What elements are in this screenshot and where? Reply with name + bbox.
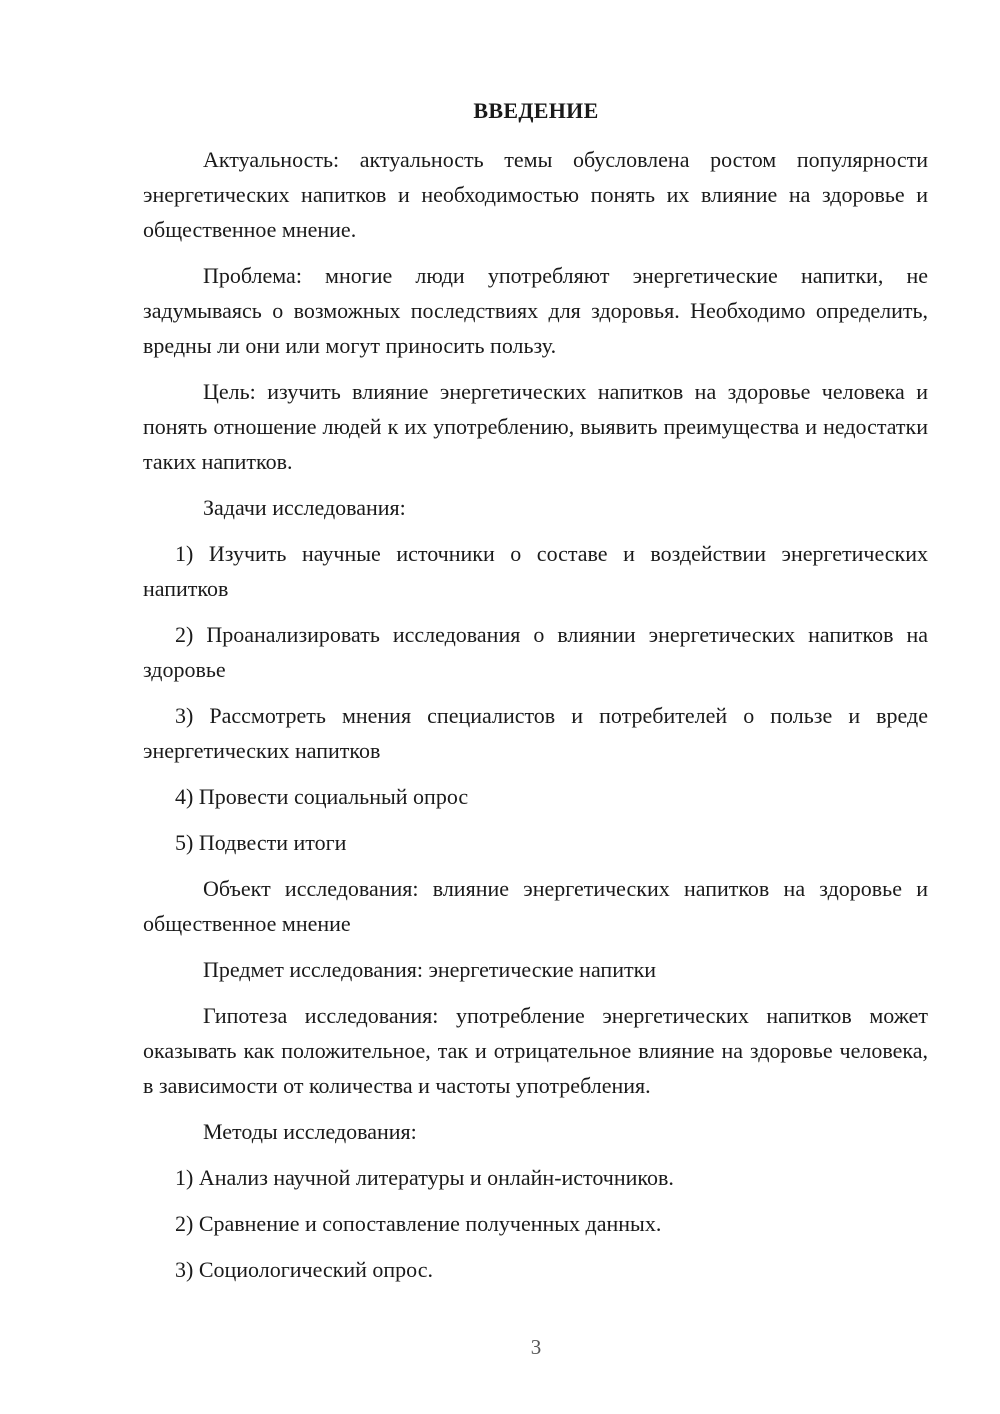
- object-paragraph: Объект исследования: влияние энергетических напитков на здоровье и общественное мнение: [143, 876, 928, 936]
- list-item: 2) Проанализировать исследования о влиянии энергетических напитков на здоровье: [143, 622, 928, 682]
- problem-paragraph: Проблема: многие люди употребляют энергетические напитки, не задумываясь о возможных последствиях для здоровья. Необходимо определить, вредны ли они или могут приносить пользу.: [143, 263, 928, 358]
- list-item: 3) Социологический опрос.: [175, 1257, 433, 1282]
- tasks-list: [143, 536, 928, 860]
- list-item: 5) Подвести итоги: [175, 830, 347, 855]
- relevance-paragraph: Актуальность: актуальность темы обусловлена ростом популярности энергетических напитков и необходимостью понять их влияние на здоровье и общественное мнение.: [143, 147, 928, 242]
- list-item: 2) Сравнение и сопоставление полученных данных.: [175, 1211, 662, 1236]
- list-item: 1) Анализ научной литературы и онлайн-источников.: [175, 1165, 674, 1190]
- goal-paragraph: Цель: изучить влияние энергетических напитков на здоровье человека и понять отношение людей к их употреблению, выявить преимущества и недостатки таких напитков.: [143, 379, 928, 474]
- page-number: 3: [530, 1335, 542, 1359]
- list-item: 3) Рассмотреть мнения специалистов и потребителей о пользе и вреде энергетических напитков: [143, 703, 928, 763]
- tasks-heading: Задачи исследования:: [203, 495, 406, 520]
- methods-heading: Методы исследования:: [203, 1119, 417, 1144]
- list-item: 4) Провести социальный опрос: [175, 784, 469, 809]
- document-body: [143, 142, 928, 1298]
- methods-list: [143, 1160, 928, 1287]
- subject-paragraph: Предмет исследования: энергетические напитки: [203, 957, 657, 982]
- page-title: ВВЕДЕНИЕ: [473, 98, 599, 123]
- list-item: 1) Изучить научные источники о составе и воздействии энергетических напитков: [143, 541, 928, 601]
- hypothesis-paragraph: Гипотеза исследования: употребление энергетических напитков может оказывать как положительное, так и отрицательное влияние на здоровье человека, в зависимости от количества и частоты употребления.: [143, 1003, 928, 1098]
